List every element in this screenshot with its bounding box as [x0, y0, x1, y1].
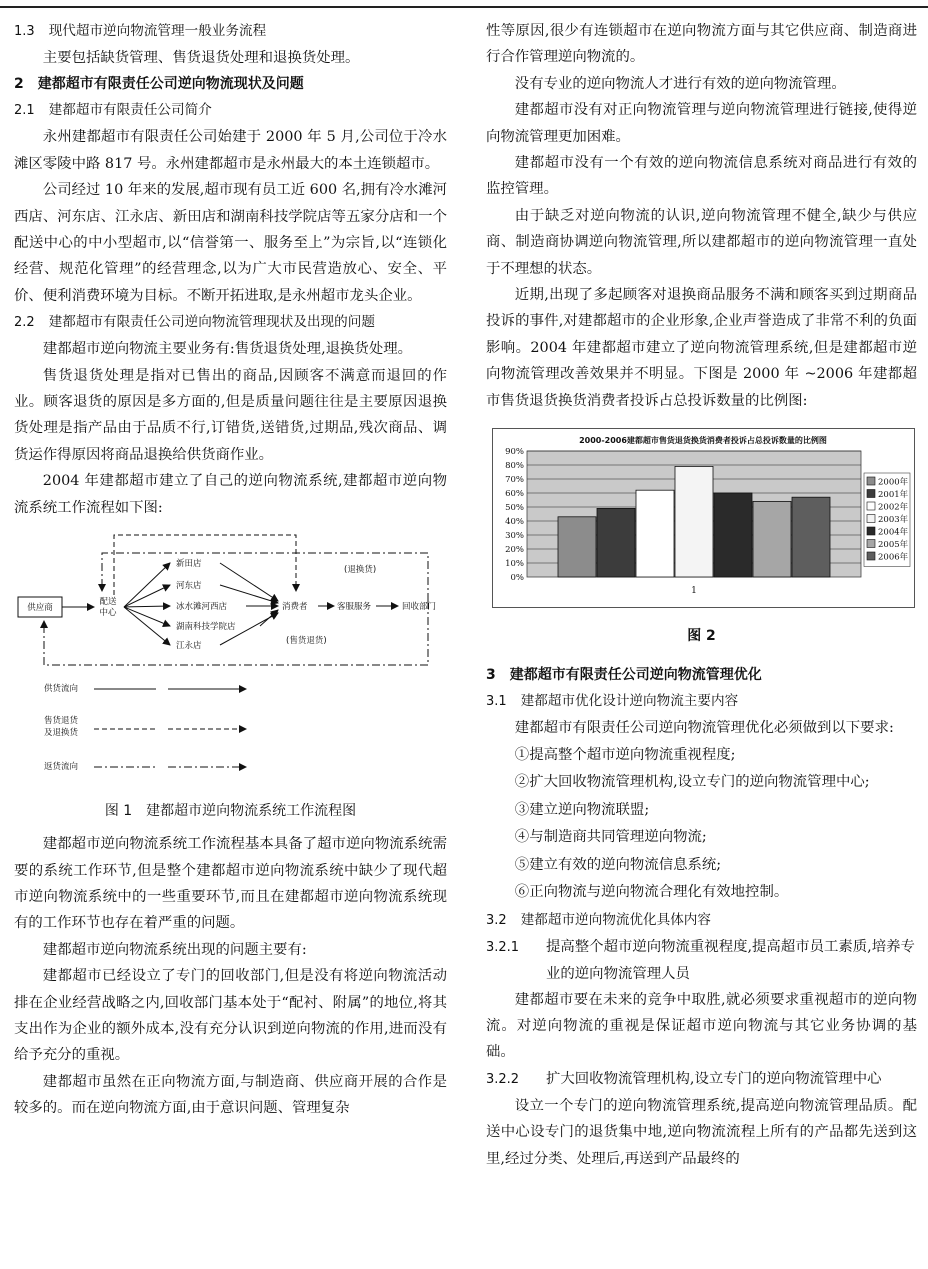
paragraph: 永州建都超市有限责任公司始建于 2000 年 5 月,公司位于冷水滩区零陵中路 817 号。永州建都超市是永州最大的本土连锁超市。 [14, 129, 447, 172]
y-tick-label: 40% [505, 517, 524, 528]
section-title: 建都超市有限责任公司简介 [48, 102, 212, 119]
chart-title: 2000-2006建都超市售货退货换货消费者投诉占总投诉数量的比例图 [579, 436, 827, 446]
legend-swatch [867, 552, 875, 560]
paragraph: 建都超市虽然在正向物流方面,与制造商、供应商开展的合作是较多的。而在逆向物流方面,由于意识问题、管理复杂 [14, 1073, 447, 1117]
list-item: ⑥正向物流与逆向物流合理化有效地控制。 [514, 884, 789, 900]
exchange-loop-arrow [114, 535, 296, 595]
y-tick-label: 80% [505, 461, 524, 472]
paragraph: 由于缺乏对逆向物流的认识,逆向物流管理不健全,缺少与供应商、制造商协调逆向物流管理,所以建都超市的逆向物流管理一直处于不理想的状态。 [486, 207, 917, 277]
paragraph: 2004 年建都超市建立了自己的逆向物流系统,建都超市逆向物流系统工作流程如下图: [14, 473, 447, 516]
section-3-2-2-heading [486, 1066, 917, 1093]
consumer-arrow [220, 585, 278, 603]
exchange-label: (退换货) [344, 565, 377, 576]
figure-2-caption: 图 2 [687, 628, 716, 645]
figure-title: 建都超市逆向物流系统工作流程图 [146, 803, 357, 820]
section-title: 建都超市优化设计逆向物流主要内容 [520, 693, 739, 710]
right-column [486, 18, 917, 1172]
service-label: 客服服务 [337, 602, 372, 613]
section-3-2-heading [486, 907, 917, 934]
store-arrow [124, 585, 170, 607]
legend-swatch [867, 527, 875, 535]
x-tick-label: 1 [691, 586, 697, 597]
y-tick-label: 70% [505, 475, 524, 486]
section-3-1-heading [486, 688, 917, 715]
section-2-1-heading [14, 97, 447, 124]
list-item: ⑤建立有效的逆向物流信息系统; [514, 856, 722, 873]
section-number: 1.3 [14, 24, 35, 39]
legend-swatch [867, 490, 875, 498]
section-title: 扩大回收物流管理机构,设立专门的逆向物流管理中心 [546, 1070, 882, 1087]
y-tick-label: 30% [505, 531, 524, 542]
y-tick-label: 50% [505, 503, 524, 514]
legend-label: 2001年 [878, 490, 909, 501]
store-label: 湖南科技学院店 [176, 622, 236, 633]
consumer-label: 消费者 [282, 602, 308, 613]
legend-label: 2003年 [878, 515, 909, 526]
list-item: ②扩大回收物流管理机构,设立专门的逆向物流管理中心; [514, 774, 870, 790]
legend-label: 2006年 [878, 552, 909, 563]
legend-label: 2000年 [878, 477, 909, 488]
legend-label: 2002年 [878, 502, 909, 513]
legend-swatch [867, 540, 875, 548]
section-title: 建都超市有限责任公司逆向物流管理现状及出现的问题 [48, 314, 375, 331]
dc-label-1: 配送 [99, 597, 117, 608]
figure-number: 图 1 [104, 803, 133, 820]
section-2-heading: 2 建都超市有限责任公司逆向物流现状及问题 [14, 76, 304, 93]
paragraph: 近期,出现了多起顾客对退换商品服务不满和顾客买到过期商品投诉的事件,对建都超市的企业形象,企业声誉造成了非常不利的负面影响。2004 年建都超市建立了逆向物流管理系统,但是建都超市逆向物流管理改善效果并不明显。下图是 2000 年 ~2006 年建都超市售货退货换货消费者投诉占总投诉数量的比例图: [486, 287, 917, 409]
list-item: ①提高整个超市逆向物流重视程度; [514, 746, 736, 763]
bar [753, 501, 791, 577]
bar [792, 497, 830, 577]
list-item: ④与制造商共同管理逆向物流; [514, 829, 707, 845]
top-rule [0, 6, 928, 8]
legend-swatch [867, 477, 875, 485]
list-item: ③建立逆向物流联盟; [514, 801, 650, 818]
chart-svg [493, 429, 914, 607]
section-number: 2.1 [14, 103, 35, 119]
store-label: 冰水滩河西店 [176, 602, 228, 613]
y-tick-label: 60% [505, 489, 524, 500]
recycle-label: 回收部门 [402, 602, 437, 613]
paragraph: 建都超市逆向物流主要业务有:售货退货处理,退换货处理。 [42, 341, 412, 358]
y-tick-label: 0% [510, 573, 524, 584]
legend-label: 2005年 [878, 540, 909, 551]
paragraph: 建都超市要在未来的竞争中取胜,就必须要求重视超市的逆向物流。对逆向物流的重视是保证超市逆向物流与其它业务协调的基础。 [486, 991, 917, 1061]
section-number: 3.1 [486, 694, 507, 710]
flow-diagram [14, 529, 447, 797]
figure-1-caption [14, 797, 447, 825]
paragraph: 性等原因,很少有连锁超市在逆向物流方面与其它供应商、制造商进行合作管理逆向物流的。 [486, 23, 917, 66]
paragraph: 主要包括缺货管理、售货退货处理和退换货处理。 [42, 50, 360, 66]
section-number: 3.2 [486, 912, 507, 928]
store-label: 新田店 [176, 559, 202, 570]
complaint-chart [492, 428, 915, 608]
paragraph: 建都超市没有一个有效的逆向物流信息系统对商品进行有效的监控管理。 [486, 155, 917, 198]
consumer-arrow [220, 563, 278, 601]
legend-label: 售货退货 [44, 716, 79, 727]
left-column [14, 18, 447, 1122]
legend-swatch [867, 502, 875, 510]
legend-label: 2004年 [878, 527, 909, 538]
bar [714, 493, 752, 577]
sale-return-label: (售货退货) [286, 636, 327, 647]
bar [675, 466, 713, 577]
section-1-3-heading [14, 18, 447, 45]
section-3-heading: 3 建都超市有限责任公司逆向物流管理优化 [486, 667, 762, 684]
y-tick-label: 20% [505, 545, 524, 556]
flow-diagram-svg [14, 529, 447, 797]
dc-label-2: 中心 [99, 608, 117, 619]
paragraph: 建都超市逆向物流系统出现的问题主要有: [42, 941, 307, 958]
section-2-2-heading [14, 309, 447, 336]
paragraph: 没有专业的逆向物流人才进行有效的逆向物流管理。 [514, 75, 846, 92]
supplier-label: 供应商 [27, 603, 53, 614]
legend-label: 及退换货 [44, 728, 79, 739]
section-3-2-1-heading [486, 934, 917, 987]
y-tick-label: 90% [505, 447, 524, 458]
paragraph: 建都超市逆向物流系统工作流程基本具备了超市逆向物流系统需要的系统工作环节,但是整个建都超市逆向物流系统中缺少了现代超市逆向物流系统中的一些重要环节,而且在建都超市逆向物流系统现有的工作环节也存在着严重的问题。 [14, 836, 447, 932]
paragraph: 建都超市有限责任公司逆向物流管理优化必须做到以下要求: [514, 720, 894, 737]
section-number: 3.2.2 [486, 1071, 520, 1087]
paragraph: 售货退货处理是指对已售出的商品,因顾客不满意而退回的作业。顾客退货的原因是多方面的,但是质量问题往往是主要原因退换货处理是指产品由于品质不行,订错货,送错货,过期品,残次商品、调货运作得原因将商品退换给供货商作业。 [14, 367, 447, 463]
section-title: 现代超市逆向物流管理一般业务流程 [48, 23, 267, 39]
paragraph: 设立一个专门的逆向物流管理系统,提高逆向物流管理品质。配送中心设专门的退货集中地,逆向物流流程上所有的产品都先送到这里,经过分类、处理后,再送到产品最终的 [486, 1097, 917, 1167]
store-arrow [124, 606, 170, 607]
paragraph: 建都超市没有对正向物流管理与逆向物流管理进行链接,使得逆向物流管理更加困难。 [486, 102, 917, 145]
store-arrow [124, 607, 170, 626]
section-number: 2.2 [14, 315, 35, 331]
section-title: 建都超市逆向物流优化具体内容 [520, 911, 711, 928]
bar [636, 490, 674, 577]
section-number: 3.2.1 [486, 939, 520, 955]
legend-label: 供货流向 [44, 684, 79, 695]
store-label: 江永店 [176, 641, 202, 652]
legend-swatch [867, 515, 875, 523]
paragraph: 建都超市已经设立了专门的回收部门,但是没有将逆向物流活动排在企业经营战略之内,回收部门基本处于“配衬、附属”的地位,将其支出作为企业的额外成本,没有充分认识到逆向物流的作用,进而没有给予充分的重视。 [14, 968, 447, 1064]
store-arrow [124, 563, 170, 607]
y-tick-label: 10% [505, 559, 524, 570]
bar [558, 517, 596, 577]
bar [597, 508, 635, 577]
store-arrow [124, 607, 170, 645]
section-title: 提高整个超市逆向物流重视程度,提高超市员工素质,培养专业的逆向物流管理人员 [546, 938, 915, 982]
store-label: 河东店 [176, 581, 202, 592]
legend-label: 返货流向 [44, 762, 79, 773]
paragraph: 公司经过 10 年来的发展,超市现有员工近 600 名,拥有冷水滩河西店、河东店、江永店、新田店和湖南科技学院店等五家分店和一个配送中心的中小型超市,以“信誉第一、服务至上”为宗旨,以“连锁化经营、规范化管理”的经营理念,以为广大市民营造放心、安全、平价、便利消费环境为目标。不断开拓进取,是永州超市龙头企业。 [14, 182, 448, 304]
